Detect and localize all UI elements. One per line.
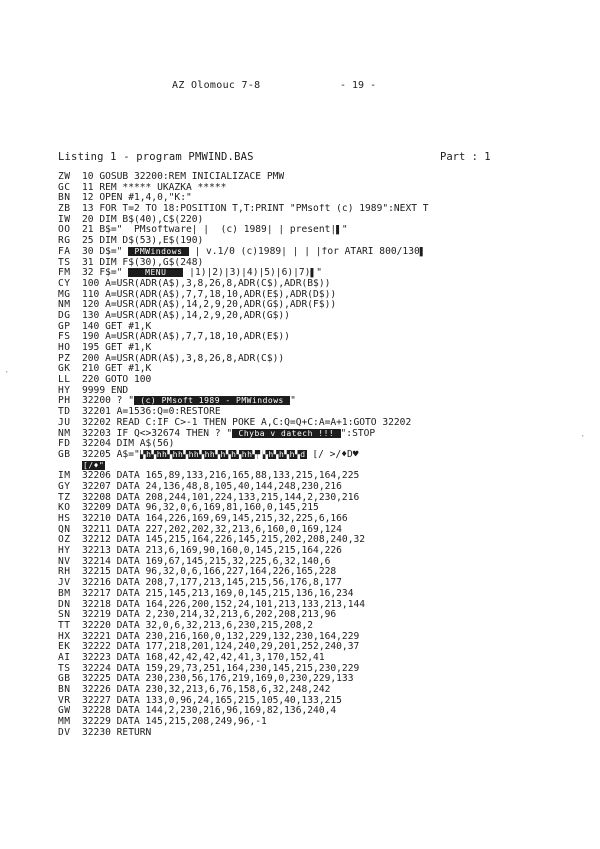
code-text: 20 DIM B$(40),C$(220) [82, 214, 204, 225]
code-line [58, 204, 548, 215]
checksum-code: NV [58, 555, 71, 567]
code-line [58, 279, 548, 290]
checksum-code: HX [58, 630, 71, 642]
checksum-code: HO [58, 342, 71, 353]
code-text: 13 FOR T=2 TO 18:POSITION T,T:PRINT "PMsoft (c) 1989":NEXT T [82, 204, 429, 215]
code-line [58, 621, 548, 632]
code-text: 32230 RETURN [82, 727, 152, 738]
code-text: 32220 DATA 32,0,6,32,213,6,230,215,208,2 [82, 620, 314, 631]
code-line [58, 268, 548, 279]
inverse-video-text: MENU [129, 268, 183, 278]
code-line [58, 525, 548, 536]
code-prefix: 32200 ? " [82, 396, 134, 407]
checksum-code: TS [58, 256, 71, 268]
code-text: 32207 DATA 24,136,48,8,105,40,144,248,230,216 [82, 481, 342, 492]
code-line [58, 300, 548, 311]
checksum-code: FD [58, 438, 71, 450]
code-line [58, 375, 548, 386]
code-line [58, 332, 548, 343]
code-line [58, 311, 548, 322]
checksum-code: GP [58, 320, 71, 332]
code-line [58, 193, 548, 204]
code-line [58, 418, 548, 429]
code-line [58, 674, 548, 685]
code-line [58, 653, 548, 664]
checksum-code: DN [58, 598, 71, 610]
code-text [82, 450, 548, 471]
checksum-code: GB [58, 448, 71, 460]
code-line [58, 589, 548, 600]
code-text: 32217 DATA 215,145,213,169,0,145,215,136,16,234 [82, 588, 354, 599]
code-prefix: 30 D$=" [82, 246, 129, 257]
code-line [58, 546, 548, 557]
checksum-code: GY [58, 480, 71, 492]
checksum-code: NM [58, 427, 71, 439]
code-text: 9999 END [82, 385, 129, 396]
code-text [82, 429, 548, 440]
checksum-code: AI [58, 651, 71, 663]
code-line [58, 503, 548, 514]
code-text [82, 268, 548, 279]
running-title: AZ Olomouc 7-8 [172, 80, 261, 91]
code-text: 220 GOTO 100 [82, 375, 152, 386]
checksum-code: VR [58, 694, 71, 706]
code-text: 32213 DATA 213,6,169,90,160,0,145,215,164,226 [82, 546, 342, 557]
part-label: Part : 1 [440, 151, 491, 163]
code-line [58, 354, 548, 365]
code-text: 10 GOSUB 32200:REM INICIALIZACE PMW [82, 172, 285, 182]
code-line [58, 514, 548, 525]
code-line [58, 247, 548, 258]
code-listing [58, 172, 548, 738]
code-line [58, 664, 548, 675]
code-text [82, 396, 548, 407]
checksum-code: TT [58, 619, 71, 631]
inverse-video-text: Chyba v datech !!! [233, 428, 340, 438]
code-text: 32224 DATA 159,29,73,251,164,230,145,215,230,229 [82, 663, 360, 674]
checksum-code: JU [58, 416, 71, 428]
code-text: 140 GET #1,K [82, 321, 152, 332]
code-prefix: 32203 IF Q<>32674 THEN ? " [82, 428, 233, 439]
code-line [58, 578, 548, 589]
code-continuation: [/♦" [83, 460, 105, 470]
code-text: 130 A=USR(ADR(A$),14,2,9,20,ADR(G$)) [82, 310, 290, 321]
code-text: 32228 DATA 144,2,230,216,96,169,82,136,240,4 [82, 706, 337, 717]
checksum-code: JV [58, 577, 71, 589]
scan-dot: · [580, 432, 586, 442]
checksum-code: PZ [58, 352, 71, 364]
code-line [58, 429, 548, 440]
code-suffix: [/ >/♦D♥ [306, 449, 359, 460]
checksum-code: BN [58, 684, 71, 696]
code-suffix: | v.1/0 (c)1989| | | |for ATARI 800/130▌ [188, 246, 426, 257]
checksum-code: TD [58, 406, 71, 418]
code-suffix: |1)|2)|3)|4)|5)|6)|7)▌" [183, 268, 323, 279]
code-text: 32201 A=1536:Q=0:RESTORE [82, 407, 221, 418]
code-text: 21 B$=" PMsoftware| | (c) 1989| | present|▌" [82, 225, 348, 236]
inverse-video-text: PMWindows [129, 246, 188, 256]
code-text: 100 A=USR(ADR(A$),3,8,26,8,ADR(C$),ADR(B$)) [82, 278, 331, 289]
code-text: 32227 DATA 133,0,96,24,165,215,105,40,133,215 [82, 695, 342, 706]
code-line [58, 696, 548, 707]
checksum-code: HY [58, 545, 71, 557]
code-text: 32208 DATA 208,244,101,224,133,215,144,2,230,216 [82, 492, 360, 503]
code-text: 32209 DATA 96,32,0,6,169,81,160,0,145,215 [82, 503, 319, 514]
code-text: 32210 DATA 164,226,169,69,145,215,32,225,6,166 [82, 514, 348, 525]
code-line [58, 290, 548, 301]
checksum-code: FA [58, 245, 71, 257]
code-text: 32215 DATA 96,32,0,6,166,227,164,226,165,228 [82, 567, 337, 578]
code-text: 32225 DATA 230,230,56,176,219,169,0,230,229,133 [82, 674, 354, 685]
code-line [58, 439, 548, 450]
code-line [58, 632, 548, 643]
checksum-code: DG [58, 309, 71, 321]
code-line [58, 706, 548, 717]
code-line [58, 343, 548, 354]
code-text: 32202 READ C:IF C>-1 THEN POKE A,C:Q=Q+C:A=A+1:GOTO 32202 [82, 417, 412, 428]
code-text: 32214 DATA 169,67,145,215,32,225,6,32,140,6 [82, 556, 331, 567]
code-text: 32218 DATA 164,226,200,152,24,101,213,133,213,144 [82, 599, 366, 610]
code-line [58, 183, 548, 194]
checksum-code: RG [58, 235, 71, 247]
code-text: 32229 DATA 145,215,208,249,96,-1 [82, 717, 267, 728]
code-text: 11 REM ***** UKAZKA ***** [82, 182, 227, 193]
code-line [58, 225, 548, 236]
code-text: 190 A=USR(ADR(A$),7,7,18,10,ADR(E$)) [82, 332, 290, 343]
checksum-code: CY [58, 277, 71, 289]
code-text: 195 GET #1,K [82, 343, 152, 353]
code-text: 120 A=USR(ADR(A$),14,2,9,20,ADR(G$),ADR(F$)) [82, 300, 337, 311]
code-prefix: 32205 A$=" [82, 449, 140, 460]
checksum-code: FM [58, 267, 71, 279]
listing-title: Listing 1 - program PMWIND.BAS [58, 151, 254, 163]
code-text: 25 DIM D$(53),E$(190) [82, 236, 204, 247]
code-line [58, 567, 548, 578]
code-line [58, 450, 548, 471]
code-text: 31 DIM F$(30),G$(248) [82, 257, 204, 268]
checksum-code: OO [58, 224, 71, 236]
code-text: 32226 DATA 230,32,213,6,76,158,6,32,248,242 [82, 685, 331, 696]
code-text: 110 A=USR(ADR(A$),7,7,18,10,ADR(E$),ADR(D$)) [82, 289, 337, 300]
code-line [58, 396, 548, 407]
code-text: 32212 DATA 145,215,164,226,145,215,202,208,240,32 [82, 535, 366, 546]
checksum-code: ZB [58, 203, 71, 215]
checksum-code: GW [58, 705, 71, 717]
code-line [58, 482, 548, 493]
code-line [58, 728, 548, 739]
code-prefix: 32 F$=" [82, 268, 129, 279]
checksum-code: KO [58, 502, 71, 514]
checksum-code: GK [58, 363, 71, 375]
checksum-code: HS [58, 513, 71, 525]
code-line [58, 685, 548, 696]
checksum-code: MM [58, 716, 71, 728]
checksum-code: QN [58, 523, 71, 535]
code-text: 32204 DIM A$(56) [82, 439, 175, 450]
code-text: 32222 DATA 177,218,201,124,240,29,201,252,240,37 [82, 642, 360, 653]
code-text: 32206 DATA 165,89,133,216,165,88,133,215,164,225 [82, 471, 360, 482]
code-line [58, 535, 548, 546]
checksum-code: LL [58, 374, 71, 386]
checksum-code: GB [58, 673, 71, 685]
code-line [58, 493, 548, 504]
code-line [58, 258, 548, 269]
code-line [58, 215, 548, 226]
code-line [58, 557, 548, 568]
code-line [58, 471, 548, 482]
code-text: 12 OPEN #1,4,0,"K:" [82, 193, 192, 204]
code-line [58, 322, 548, 333]
code-line [58, 236, 548, 247]
code-line [58, 717, 548, 728]
code-line [58, 600, 548, 611]
code-text: 32221 DATA 230,216,160,0,132,229,132,230,164,229 [82, 631, 360, 642]
code-line [58, 610, 548, 621]
checksum-code: IW [58, 213, 71, 225]
inverse-video-text: ▚h▚hh▚hh▚hh▚hh▚h▚h▚hh▚▟▚h▚h▚h▚d [140, 449, 306, 459]
checksum-code: MG [58, 288, 71, 300]
checksum-code: HY [58, 384, 71, 396]
scan-dot: · [4, 368, 10, 378]
inverse-video-text: (c) PMsoft 1989 - PMWindows [134, 396, 290, 406]
code-line [58, 407, 548, 418]
checksum-code: BN [58, 192, 71, 204]
code-text: 32211 DATA 227,202,202,32,213,6,160,0,169,124 [82, 524, 342, 535]
code-line [58, 386, 548, 397]
checksum-code: BM [58, 587, 71, 599]
code-suffix: " [290, 396, 296, 407]
checksum-code: FS [58, 331, 71, 343]
code-text: 32223 DATA 168,42,42,42,42,41,3,170,152,41 [82, 652, 325, 663]
checksum-code: TS [58, 662, 71, 674]
checksum-code: ZW [58, 171, 71, 182]
code-line [58, 642, 548, 653]
code-line [58, 364, 548, 375]
checksum-code: TZ [58, 491, 71, 503]
checksum-code: PH [58, 395, 71, 407]
code-line [58, 172, 548, 183]
page-number: - 19 - [340, 80, 377, 91]
checksum-code: SN [58, 609, 71, 621]
code-suffix: ":STOP [340, 428, 376, 439]
checksum-code: EK [58, 641, 71, 653]
code-text: 200 A=USR(ADR(A$),3,8,26,8,ADR(C$)) [82, 353, 285, 364]
checksum-code: OZ [58, 534, 71, 546]
code-text: 32216 DATA 208,7,177,213,145,215,56,176,8,177 [82, 578, 342, 589]
checksum-code: IM [58, 470, 71, 482]
code-text: 32219 DATA 2,230,214,32,213,6,202,208,213,96 [82, 610, 337, 621]
checksum-code: DV [58, 726, 71, 738]
checksum-code: RH [58, 566, 71, 578]
code-text [82, 247, 548, 258]
checksum-code: NM [58, 299, 71, 311]
code-text: 210 GET #1,K [82, 364, 152, 375]
checksum-code: GC [58, 181, 71, 193]
